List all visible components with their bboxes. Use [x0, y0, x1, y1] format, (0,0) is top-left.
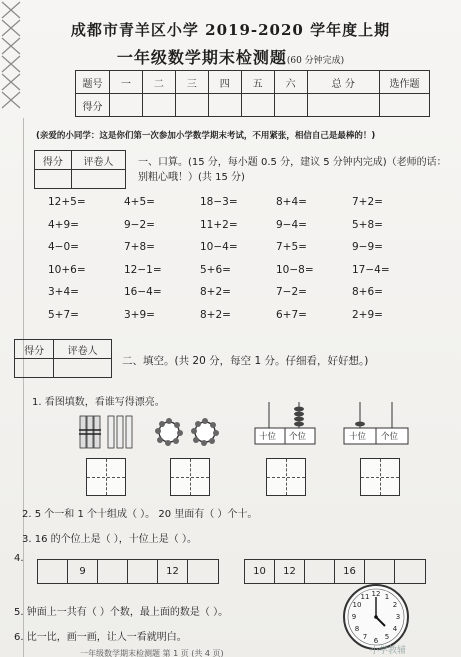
calc-item: 7+5=	[276, 241, 307, 254]
calc-item: 6+7=	[276, 308, 307, 321]
score-blank[interactable]	[380, 94, 430, 117]
score-blank[interactable]	[274, 94, 307, 117]
grader-score-label: 得分	[35, 151, 72, 170]
score-table-score-row	[76, 94, 430, 117]
score-row-label: 得分	[76, 94, 110, 117]
score-cell: 总 分	[307, 71, 379, 94]
strip-cell: 16	[335, 560, 365, 583]
abacus-2-ones-label: 个位	[381, 432, 399, 442]
calc-item: 18−3=	[200, 196, 238, 208]
svg-text:5: 5	[384, 633, 390, 641]
answer-box-3[interactable]	[266, 458, 306, 496]
strip-cell[interactable]	[188, 560, 218, 583]
svg-text:9: 9	[351, 613, 357, 621]
oral-calculation-grid	[48, 196, 428, 332]
svg-text:10: 10	[352, 601, 362, 609]
abacus-1-ones-label: 个位	[289, 432, 307, 442]
watermark: 小学教辅	[370, 646, 407, 656]
section1-heading: 一、口算。(15 分，每小题 0.5 分，建议 5 分钟内完成)（老师的话：别粗心哦！）(共 15 分)	[138, 157, 447, 183]
score-blank[interactable]	[241, 94, 274, 117]
exam-title-text: 一年级数学期末检测题	[116, 48, 287, 67]
calc-item: 8+4=	[276, 196, 307, 208]
abacus-2-tens-label: 十位	[349, 432, 367, 442]
strip-cell[interactable]	[128, 560, 158, 583]
calc-item: 9−9=	[352, 241, 383, 254]
binding-line	[23, 118, 24, 657]
svg-text:3: 3	[395, 613, 401, 621]
grader-table-2	[14, 339, 112, 378]
calc-item: 11+2=	[200, 218, 238, 231]
calc-item: 7+2=	[352, 196, 383, 208]
svg-text:2: 2	[392, 601, 398, 609]
calc-item: 8+6=	[352, 286, 383, 299]
calc-item: 10+6=	[48, 263, 86, 276]
score-blank[interactable]	[142, 94, 175, 117]
abacus-2-icon	[343, 398, 409, 450]
stick-bundles-icon	[78, 414, 136, 454]
score-cell: 四	[208, 71, 241, 94]
strip-cell[interactable]	[395, 560, 425, 583]
score-cell: 五	[241, 71, 274, 94]
svg-text:1: 1	[384, 593, 390, 601]
grader-score-blank[interactable]	[15, 359, 54, 378]
calc-item: 3+9=	[124, 308, 155, 321]
exam-time: (60 分钟完成)	[286, 56, 345, 66]
score-blank[interactable]	[307, 94, 379, 117]
answer-box-4[interactable]	[360, 458, 400, 496]
abacus-1-icon	[254, 398, 316, 450]
calc-item: 4−0=	[48, 241, 79, 254]
score-cell: 三	[175, 71, 208, 94]
calc-item: 10−8=	[276, 263, 314, 276]
question-4-label: 4.	[14, 553, 24, 564]
calc-item: 12+5=	[48, 196, 86, 208]
grader-score-label: 得分	[15, 340, 54, 359]
svg-text:4: 4	[392, 625, 398, 633]
strip-cell: 12	[158, 560, 188, 583]
calc-item: 5+7=	[48, 308, 79, 321]
calc-item: 7−2=	[276, 286, 307, 299]
number-strip-1	[37, 559, 219, 584]
svg-text:12: 12	[371, 590, 381, 598]
question-1-text: 1. 看图填数，看谁写得漂亮。	[32, 397, 165, 408]
calc-item: 9−2=	[124, 218, 155, 231]
number-strip-2	[244, 559, 426, 584]
school-title: 成都市青羊区小学 2019-2020 学年度上期	[70, 21, 391, 39]
calc-item: 5+6=	[200, 263, 231, 276]
strip-cell[interactable]	[305, 560, 335, 583]
calc-item: 12−1=	[124, 263, 162, 276]
score-cell: 一	[110, 71, 143, 94]
bead-rings-icon	[153, 416, 225, 452]
calc-item: 5+8=	[352, 218, 383, 231]
score-cell: 六	[274, 71, 307, 94]
score-table-header-row	[76, 71, 430, 94]
svg-text:11: 11	[360, 593, 370, 601]
grader-score-blank[interactable]	[35, 170, 72, 189]
grader-table-1	[34, 150, 126, 189]
answer-box-2[interactable]	[170, 458, 210, 496]
page-footer: 一年级数学期末检测题 第 1 页 (共 4 页)	[80, 649, 224, 657]
score-cell: 选作题	[380, 71, 430, 94]
score-blank[interactable]	[110, 94, 143, 117]
grader-name-label: 评卷人	[54, 340, 112, 359]
score-cell: 题号	[76, 71, 110, 94]
encouragement-note: (亲爱的小同学：这是你们第一次参加小学数学期末考试，不用紧张，相信自己是最棒的！)	[36, 131, 376, 141]
abacus-1-tens-label: 十位	[259, 432, 277, 442]
strip-cell[interactable]	[365, 560, 395, 583]
score-table	[75, 70, 430, 117]
strip-cell: 10	[245, 560, 275, 583]
question-3-text: 3. 16 的个位上是（ ），十位上是（ ）。	[22, 534, 197, 545]
calc-item: 17−4=	[352, 263, 390, 276]
svg-text:6: 6	[373, 637, 379, 645]
grader-name-label: 评卷人	[71, 151, 125, 170]
score-blank[interactable]	[175, 94, 208, 117]
score-cell: 二	[142, 71, 175, 94]
calc-item: 8+2=	[200, 308, 231, 321]
question-6-text: 6. 比一比，画一画，让人一看就明白。	[14, 632, 187, 643]
calc-item: 2+9=	[352, 308, 383, 321]
calc-item: 3+4=	[48, 286, 79, 299]
strip-cell: 9	[68, 560, 98, 583]
calc-item: 7+8=	[124, 241, 155, 254]
calc-item: 9−4=	[276, 218, 307, 231]
calc-item: 16−4=	[124, 286, 162, 299]
exam-title	[0, 45, 461, 68]
grader-name-blank[interactable]	[54, 359, 112, 378]
score-blank[interactable]	[208, 94, 241, 117]
strip-cell[interactable]	[38, 560, 68, 583]
svg-text:8: 8	[354, 625, 360, 633]
section2-heading: 二、填空。(共 20 分，每空 1 分。仔细看，好好想。)	[122, 355, 369, 367]
calc-item: 10−4=	[200, 241, 238, 254]
calc-item: 4+9=	[48, 218, 79, 231]
question-5-text: 5. 钟面上一共有（ ）个数，最上面的数是（ ）。	[14, 607, 229, 618]
question-2-text: 2. 5 个一和 1 个十组成（ ）。 20 里面有（ ）个十。	[22, 509, 258, 520]
svg-text:7: 7	[362, 633, 368, 641]
calc-item: 4+5=	[124, 196, 155, 208]
calc-item: 8+2=	[200, 286, 231, 299]
strip-cell[interactable]	[98, 560, 128, 583]
answer-box-1[interactable]	[86, 458, 126, 496]
strip-cell: 12	[275, 560, 305, 583]
grader-name-blank[interactable]	[71, 170, 125, 189]
